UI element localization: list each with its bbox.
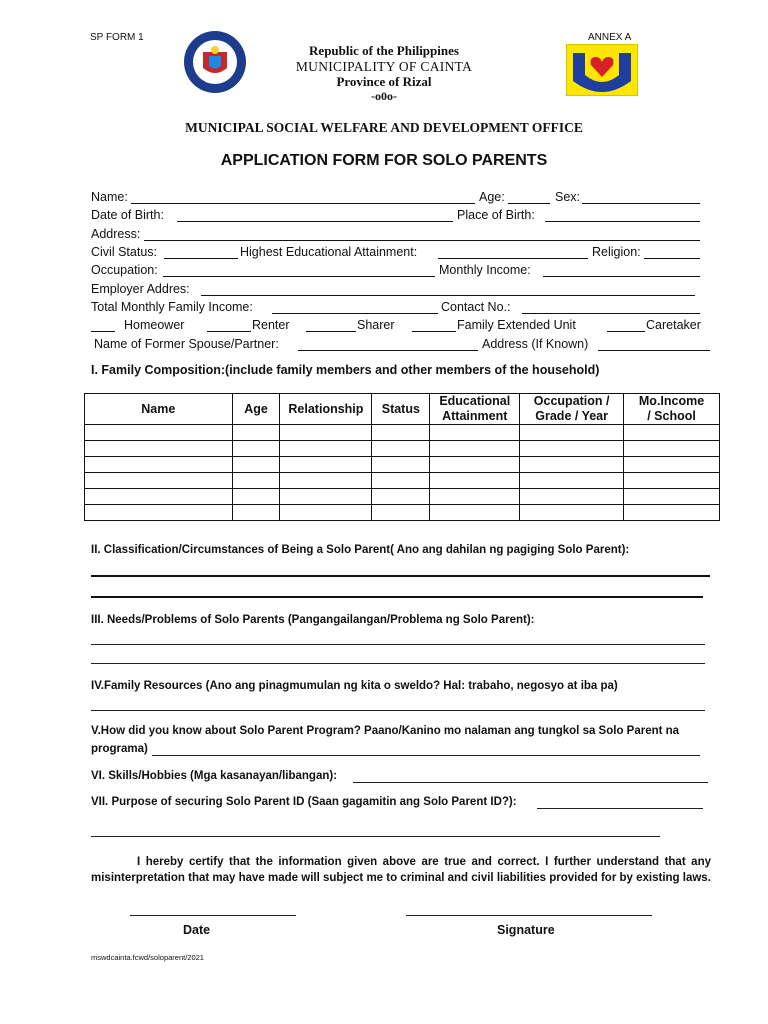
table-cell[interactable] bbox=[85, 473, 233, 489]
table-cell[interactable] bbox=[85, 425, 233, 441]
table-cell[interactable] bbox=[280, 505, 372, 521]
table-cell[interactable] bbox=[624, 441, 720, 457]
table-cell[interactable] bbox=[372, 489, 430, 505]
employer-input[interactable] bbox=[201, 295, 695, 296]
col-header-occupation: Occupation / Grade / Year bbox=[520, 394, 624, 425]
age-label: Age: bbox=[479, 190, 505, 204]
sex-label: Sex: bbox=[555, 190, 581, 204]
address-label: Address: bbox=[91, 227, 141, 241]
purpose-line-2[interactable] bbox=[91, 836, 660, 837]
table-cell[interactable] bbox=[372, 473, 430, 489]
dswd-logo bbox=[566, 44, 638, 96]
col-header-income: Mo.Income / School bbox=[624, 394, 720, 425]
former-spouse-label: Name of Former Spouse/Partner: bbox=[94, 337, 279, 351]
table-cell[interactable] bbox=[372, 505, 430, 521]
age-input[interactable] bbox=[508, 203, 550, 204]
table-cell[interactable] bbox=[280, 457, 372, 473]
dob-label: Date of Birth: bbox=[91, 208, 164, 222]
family-composition-table bbox=[84, 393, 720, 521]
program-line[interactable] bbox=[152, 755, 700, 756]
employer-label: Employer Addres: bbox=[91, 282, 190, 296]
table-cell[interactable] bbox=[232, 489, 280, 505]
resources-line[interactable] bbox=[91, 710, 705, 711]
education-input[interactable] bbox=[438, 258, 588, 259]
table-cell[interactable] bbox=[85, 505, 233, 521]
name-input[interactable] bbox=[131, 203, 475, 204]
sex-input[interactable] bbox=[582, 203, 700, 204]
table-cell[interactable] bbox=[520, 489, 624, 505]
purpose-line-1[interactable] bbox=[537, 808, 703, 809]
table-cell[interactable] bbox=[624, 425, 720, 441]
col-header-education: Educational Attainment bbox=[430, 394, 520, 425]
table-row bbox=[85, 457, 720, 473]
contact-input[interactable] bbox=[522, 313, 700, 314]
table-cell[interactable] bbox=[280, 473, 372, 489]
table-cell[interactable] bbox=[372, 457, 430, 473]
renter-check[interactable] bbox=[207, 331, 251, 332]
form-title: APPLICATION FORM FOR SOLO PARENTS bbox=[220, 152, 548, 169]
caretaker-check[interactable] bbox=[607, 331, 645, 332]
table-cell[interactable] bbox=[430, 425, 520, 441]
office-name: MUNICIPAL SOCIAL WELFARE AND DEVELOPMENT OFFICE bbox=[185, 120, 583, 135]
footer-code: mswdcainta.fcwd/soloparent/2021 bbox=[91, 953, 204, 962]
homeowner-label: Homeower bbox=[124, 318, 185, 332]
skills-heading: VI. Skills/Hobbies (Mga kasanayan/libangan): bbox=[91, 770, 338, 782]
table-cell[interactable] bbox=[280, 441, 372, 457]
address-known-label: Address (If Known) bbox=[482, 337, 589, 351]
table-row bbox=[85, 505, 720, 521]
renter-label: Renter bbox=[252, 318, 290, 332]
table-cell[interactable] bbox=[520, 457, 624, 473]
classification-heading: II. Classification/Circumstances of Being a Solo Parent( Ano ang dahilan ng pagiging Solo Parent): bbox=[91, 544, 630, 556]
name-label: Name: bbox=[91, 190, 128, 204]
table-cell[interactable] bbox=[232, 473, 280, 489]
monthly-income-input[interactable] bbox=[543, 276, 700, 277]
signature-label: Signature bbox=[497, 923, 555, 937]
col-header-relationship: Relationship bbox=[280, 394, 372, 425]
table-header-row bbox=[85, 394, 720, 425]
col-header-age: Age bbox=[232, 394, 280, 425]
homeowner-check[interactable] bbox=[91, 331, 115, 332]
municipality-line: MUNICIPALITY OF CAINTA bbox=[295, 59, 473, 74]
annex-label: ANNEX A bbox=[588, 32, 632, 43]
table-cell[interactable] bbox=[372, 425, 430, 441]
table-cell[interactable] bbox=[520, 473, 624, 489]
classification-line-2[interactable] bbox=[91, 596, 703, 598]
occupation-input[interactable] bbox=[163, 276, 435, 277]
date-line[interactable] bbox=[130, 915, 296, 916]
extended-unit-label: Family Extended Unit bbox=[457, 318, 576, 332]
table-cell[interactable] bbox=[624, 473, 720, 489]
address-known-input[interactable] bbox=[598, 350, 710, 351]
table-cell[interactable] bbox=[372, 441, 430, 457]
table-cell[interactable] bbox=[85, 457, 233, 473]
pob-input[interactable] bbox=[545, 221, 700, 222]
table-cell[interactable] bbox=[85, 441, 233, 457]
table-cell[interactable] bbox=[280, 425, 372, 441]
pob-label: Place of Birth: bbox=[457, 208, 535, 222]
dswd-hands-heart-icon bbox=[567, 45, 637, 95]
table-cell[interactable] bbox=[232, 505, 280, 521]
religion-input[interactable] bbox=[644, 258, 700, 259]
monthly-income-label: Monthly Income: bbox=[439, 263, 531, 277]
table-cell[interactable] bbox=[520, 425, 624, 441]
occupation-label: Occupation: bbox=[91, 263, 158, 277]
form-code: SP FORM 1 bbox=[90, 32, 144, 43]
extended-unit-check[interactable] bbox=[412, 331, 456, 332]
table-cell[interactable] bbox=[430, 489, 520, 505]
table-cell[interactable] bbox=[520, 441, 624, 457]
republic-line: Republic of the Philippines bbox=[309, 43, 459, 58]
religion-label: Religion: bbox=[592, 245, 641, 259]
date-label: Date bbox=[183, 923, 211, 937]
needs-line-2[interactable] bbox=[91, 663, 705, 664]
header-divider: -o0o- bbox=[371, 89, 397, 103]
resources-heading: IV.Family Resources (Ano ang pinagmumulan ng kita o sweldo? Hal: trabaho, negosyo at iba pa) bbox=[91, 680, 618, 692]
family-income-label: Total Monthly Family Income: bbox=[91, 300, 253, 314]
table-cell[interactable] bbox=[624, 489, 720, 505]
table-row bbox=[85, 489, 720, 505]
program-heading: V.How did you know about Solo Parent Program? Paano/Kanino mo nalaman ang tungkol sa Solo Parent na bbox=[91, 725, 680, 737]
former-spouse-input[interactable] bbox=[298, 350, 478, 351]
table-cell[interactable] bbox=[430, 473, 520, 489]
sharer-check[interactable] bbox=[306, 331, 356, 332]
program-heading-cont: programa) bbox=[91, 743, 148, 755]
table-cell[interactable] bbox=[232, 441, 280, 457]
table-cell[interactable] bbox=[430, 441, 520, 457]
purpose-heading: VII. Purpose of securing Solo Parent ID (Saan gagamitin ang Solo Parent ID?): bbox=[91, 796, 517, 808]
caretaker-label: Caretaker bbox=[646, 318, 701, 332]
table-row bbox=[85, 473, 720, 489]
col-header-name: Name bbox=[85, 394, 233, 425]
classification-line-1[interactable] bbox=[91, 575, 710, 577]
education-label: Highest Educational Attainment: bbox=[240, 245, 418, 259]
col-header-status: Status bbox=[372, 394, 430, 425]
table-cell[interactable] bbox=[85, 489, 233, 505]
certification-text: I hereby certify that the information given above are true and correct. I further understand that any misinterpretation that may have made will subject me to criminal and civil liabilities provided for by existing laws. bbox=[91, 856, 711, 884]
dob-input[interactable] bbox=[177, 221, 453, 222]
table-cell[interactable] bbox=[232, 457, 280, 473]
contact-label: Contact No.: bbox=[441, 300, 511, 314]
family-composition-heading: I. Family Composition:(include family members and other members of the household) bbox=[91, 363, 600, 377]
family-income-input[interactable] bbox=[272, 313, 438, 314]
address-input[interactable] bbox=[144, 240, 700, 241]
table-row bbox=[85, 425, 720, 441]
table-cell[interactable] bbox=[430, 505, 520, 521]
table-cell[interactable] bbox=[624, 505, 720, 521]
table-cell[interactable] bbox=[232, 425, 280, 441]
province-line: Province of Rizal bbox=[336, 74, 432, 89]
skills-line[interactable] bbox=[353, 782, 708, 783]
needs-line-1[interactable] bbox=[91, 644, 705, 645]
table-cell[interactable] bbox=[280, 489, 372, 505]
table-row bbox=[85, 441, 720, 457]
sharer-label: Sharer bbox=[357, 318, 395, 332]
needs-heading: III. Needs/Problems of Solo Parents (Pangangailangan/Problema ng Solo Parent): bbox=[91, 614, 535, 626]
table-cell[interactable] bbox=[520, 505, 624, 521]
table-cell[interactable] bbox=[430, 457, 520, 473]
signature-line[interactable] bbox=[406, 915, 652, 916]
table-cell[interactable] bbox=[624, 457, 720, 473]
civil-status-label: Civil Status: bbox=[91, 245, 157, 259]
civil-status-input[interactable] bbox=[164, 258, 238, 259]
